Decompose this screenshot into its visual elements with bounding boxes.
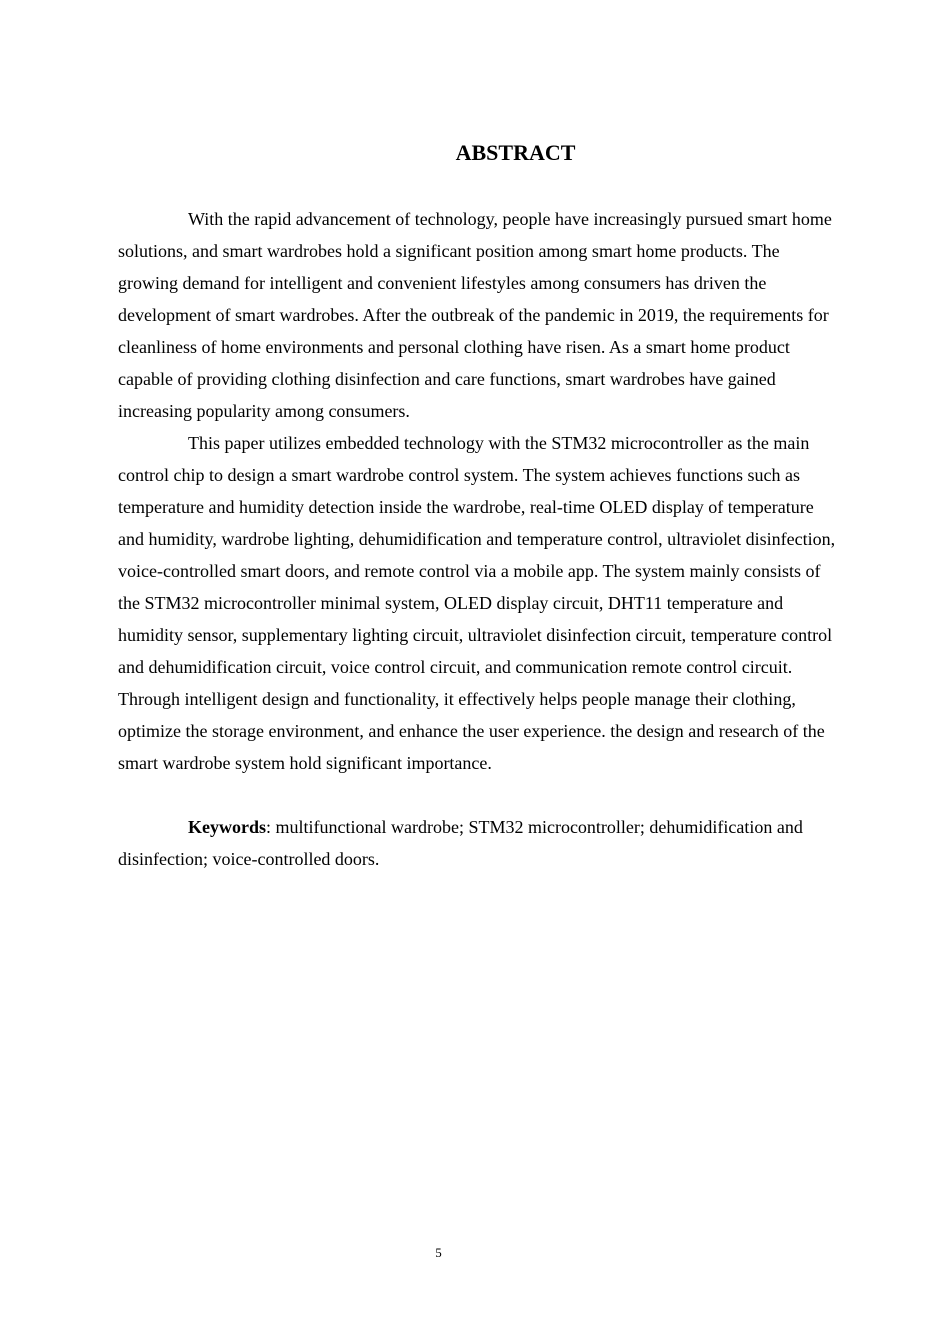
- page-number: 5: [435, 1245, 442, 1260]
- abstract-title: ABSTRACT: [455, 140, 576, 165]
- abstract-paragraph-2: This paper utilizes embedded technology with the STM32 microcontroller as the main control chip to design a smart wardrobe control system. The system achieves functions such as temperature and humidity detection inside the wardrobe, real-time OLED display of temperature and humidity, wardrobe lighting, dehumidification and temperature control, ultraviolet disinfection, voice-controlled smart doors, and remote control via a mobile app. The system mainly consists of the STM32 microcontroller minimal system, OLED display circuit, DHT11 temperature and humidity sensor, supplementary lighting circuit, ultraviolet disinfection circuit, temperature control and dehumidification circuit, voice control circuit, and communication remote control circuit. Through intelligent design and functionality, it effectively helps people manage their clothing, optimize the storage environment, and enhance the user experience. the design and research of the smart wardrobe system hold significant importance.: [118, 433, 836, 773]
- keywords-paragraph: [118, 811, 838, 875]
- keywords-text: : multifunctional wardrobe; STM32 microcontroller; dehumidification and disinfection; voice-controlled doors.: [118, 817, 803, 869]
- abstract-body: [118, 203, 838, 875]
- paragraph-spacer: [118, 779, 838, 811]
- keywords-label: Keywords: [188, 817, 266, 837]
- abstract-paragraph-1: With the rapid advancement of technology, people have increasingly pursued smart home solutions, and smart wardrobes hold a significant position among smart home products. The growing demand for intelligent and convenient lifestyles among consumers has driven the development of smart wardrobes. After the outbreak of the pandemic in 2019, the requirements for cleanliness of home environments and personal clothing have risen. As a smart home product capable of providing clothing disinfection and care functions, smart wardrobes have gained increasing popularity among consumers.: [118, 209, 832, 421]
